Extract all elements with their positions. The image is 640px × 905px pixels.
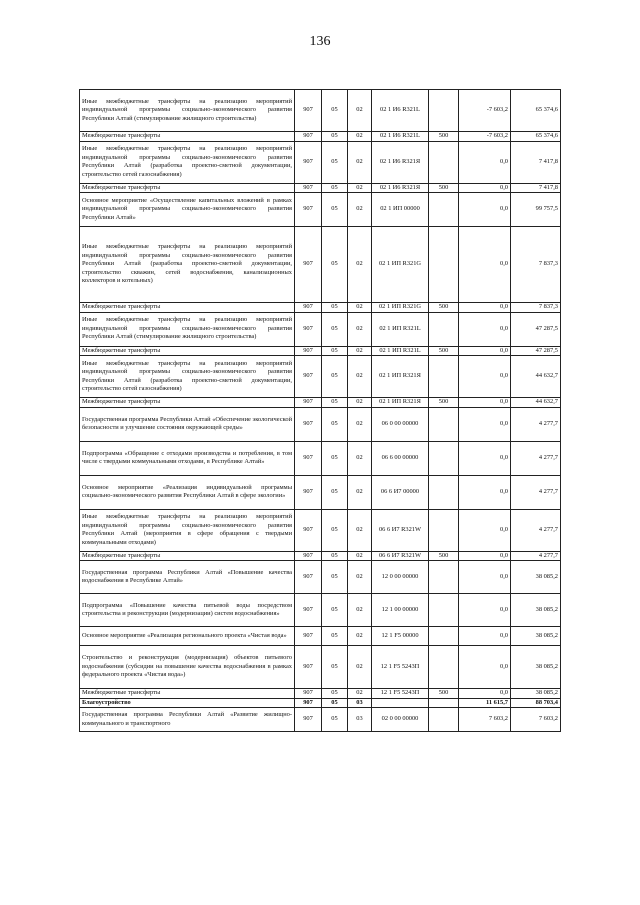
table-row	[80, 312, 561, 346]
table-row	[80, 441, 561, 475]
row-amount-total: 7 417,8	[511, 141, 561, 183]
row-subsection-code: 02	[348, 356, 372, 398]
row-amount-change: -7 603,2	[459, 90, 511, 132]
row-expense-type-code: 500	[429, 183, 459, 193]
row-amount-total: 4 277,7	[511, 407, 561, 441]
row-amount-total: 88 703,4	[511, 698, 561, 708]
row-admin-code: 907	[295, 627, 322, 646]
row-expense-type-code: 500	[429, 132, 459, 142]
row-target-article-code: 02 1 И6 R321L	[372, 90, 429, 132]
row-amount-change: 0,0	[459, 398, 511, 408]
row-amount-change: 0,0	[459, 183, 511, 193]
row-expense-type-code	[429, 441, 459, 475]
page-number: 136	[309, 34, 331, 49]
budget-table	[79, 89, 561, 732]
row-amount-change: 0,0	[459, 193, 511, 227]
table-row	[80, 509, 561, 551]
row-name: Межбюджетные трансферты	[80, 183, 295, 193]
row-name: Основное мероприятие «Реализация регионального проекта «Чистая вода»	[80, 627, 295, 646]
row-amount-total: 38 085,2	[511, 561, 561, 594]
row-target-article-code	[372, 698, 429, 708]
row-name: Благоустройство	[80, 698, 295, 708]
row-section-code: 05	[322, 183, 348, 193]
row-section-code: 05	[322, 646, 348, 689]
row-admin-code: 907	[295, 346, 322, 356]
row-expense-type-code: 500	[429, 689, 459, 699]
row-name: Межбюджетные трансферты	[80, 346, 295, 356]
row-expense-type-code	[429, 561, 459, 594]
row-amount-total: 38 085,2	[511, 646, 561, 689]
row-section-code: 05	[322, 441, 348, 475]
row-admin-code: 907	[295, 646, 322, 689]
row-target-article-code: 06 6 И7 00000	[372, 475, 429, 509]
row-name: Иные межбюджетные трансферты на реализацию мероприятий индивидуальной программы социально-экономического развития Республики Алтай (разработка проектно-сметной документации, строительство сетей газоснабжения)	[80, 356, 295, 398]
row-admin-code: 907	[295, 312, 322, 346]
row-subsection-code: 02	[348, 303, 372, 313]
row-amount-change: 0,0	[459, 627, 511, 646]
row-expense-type-code	[429, 646, 459, 689]
row-target-article-code: 02 1 И6 R321L	[372, 132, 429, 142]
row-section-code: 05	[322, 356, 348, 398]
row-name: Подпрограмма «Обращение с отходами производства и потребления, в том числе с твердыми коммунальными отходами, в Республике Алтай»	[80, 441, 295, 475]
table-row	[80, 475, 561, 509]
row-amount-change: 0,0	[459, 561, 511, 594]
row-admin-code: 907	[295, 227, 322, 303]
row-amount-total: 7 417,8	[511, 183, 561, 193]
row-expense-type-code	[429, 594, 459, 627]
row-amount-change: 11 615,7	[459, 698, 511, 708]
row-target-article-code: 02 1 ИП R321Я	[372, 356, 429, 398]
row-amount-total: 38 085,2	[511, 627, 561, 646]
row-admin-code: 907	[295, 407, 322, 441]
row-subsection-code: 02	[348, 509, 372, 551]
row-amount-total: 65 374,6	[511, 90, 561, 132]
row-section-code: 05	[322, 509, 348, 551]
row-expense-type-code	[429, 141, 459, 183]
row-subsection-code: 02	[348, 646, 372, 689]
row-target-article-code: 02 1 ИП 00000	[372, 193, 429, 227]
row-section-code: 05	[322, 708, 348, 732]
row-amount-total: 4 277,7	[511, 475, 561, 509]
row-expense-type-code	[429, 509, 459, 551]
row-target-article-code: 02 1 ИП R321G	[372, 303, 429, 313]
table-row	[80, 132, 561, 142]
row-target-article-code: 02 1 ИП R321G	[372, 227, 429, 303]
row-amount-total: 47 287,5	[511, 346, 561, 356]
row-amount-change: 7 603,2	[459, 708, 511, 732]
row-subsection-code: 02	[348, 346, 372, 356]
table-row	[80, 90, 561, 132]
row-admin-code: 907	[295, 398, 322, 408]
row-expense-type-code	[429, 227, 459, 303]
row-expense-type-code	[429, 475, 459, 509]
row-expense-type-code	[429, 90, 459, 132]
row-expense-type-code	[429, 708, 459, 732]
row-section-code: 05	[322, 141, 348, 183]
row-name: Межбюджетные трансферты	[80, 398, 295, 408]
row-amount-change: 0,0	[459, 312, 511, 346]
row-name: Строительство и реконструкция (модернизация) объектов питьевого водоснабжения (субсидии на повышение качества водоснабжения в рамках федерального проекта «Чистая вода»)	[80, 646, 295, 689]
row-section-code: 05	[322, 227, 348, 303]
row-amount-change: 0,0	[459, 646, 511, 689]
table-row	[80, 183, 561, 193]
row-admin-code: 907	[295, 141, 322, 183]
budget-table-body	[80, 90, 561, 732]
row-section-code: 05	[322, 698, 348, 708]
row-target-article-code: 12 0 00 00000	[372, 561, 429, 594]
row-subsection-code: 02	[348, 551, 372, 561]
row-amount-change: 0,0	[459, 303, 511, 313]
row-section-code: 05	[322, 689, 348, 699]
row-name: Межбюджетные трансферты	[80, 551, 295, 561]
row-admin-code: 907	[295, 689, 322, 699]
row-subsection-code: 02	[348, 141, 372, 183]
row-amount-total: 65 374,6	[511, 132, 561, 142]
table-row	[80, 561, 561, 594]
row-target-article-code: 02 1 И6 R321Я	[372, 141, 429, 183]
row-amount-change: 0,0	[459, 689, 511, 699]
row-target-article-code: 06 6 00 00000	[372, 441, 429, 475]
row-name: Основное мероприятие «Реализация индивидуальной программы социально-экономического развития Республики Алтай в сфере экологии»	[80, 475, 295, 509]
row-name: Государственная программа Республики Алтай «Развитие жилищно-коммунального и транспортного	[80, 708, 295, 732]
row-amount-change: 0,0	[459, 356, 511, 398]
row-section-code: 05	[322, 346, 348, 356]
row-name: Иные межбюджетные трансферты на реализацию мероприятий индивидуальной программы социально-экономического развития Республики Алтай (стимулирование жилищного строительства)	[80, 90, 295, 132]
table-row	[80, 303, 561, 313]
row-admin-code: 907	[295, 132, 322, 142]
table-row	[80, 227, 561, 303]
row-admin-code: 907	[295, 708, 322, 732]
row-amount-total: 44 632,7	[511, 398, 561, 408]
row-amount-change: 0,0	[459, 509, 511, 551]
table-row	[80, 627, 561, 646]
row-section-code: 05	[322, 561, 348, 594]
row-name: Иные межбюджетные трансферты на реализацию мероприятий индивидуальной программы социально-экономического развития Республики Алтай (разработка проектно-сметной документации, строительство сетей газоснабжения)	[80, 141, 295, 183]
row-section-code: 05	[322, 193, 348, 227]
row-name: Иные межбюджетные трансферты на реализацию мероприятий индивидуальной программы социально-экономического развития Республики Алтай (мероприятия в сфере обращения с твердыми коммунальными отходами)	[80, 509, 295, 551]
row-target-article-code: 12 1 00 00000	[372, 594, 429, 627]
row-target-article-code: 02 1 И6 R321Я	[372, 183, 429, 193]
table-row	[80, 708, 561, 732]
row-subsection-code: 02	[348, 441, 372, 475]
row-amount-total: 99 757,5	[511, 193, 561, 227]
row-subsection-code: 02	[348, 594, 372, 627]
row-section-code: 05	[322, 627, 348, 646]
row-amount-change: 0,0	[459, 407, 511, 441]
row-section-code: 05	[322, 551, 348, 561]
row-target-article-code: 12 1 F5 5243П	[372, 689, 429, 699]
table-row	[80, 407, 561, 441]
row-name: Иные межбюджетные трансферты на реализацию мероприятий индивидуальной программы социально-экономического развития Республики Алтай (разработка проектно-сметной документации, строительство скважин, сетей водоснабжения, канализационных коллекторов и котельных)	[80, 227, 295, 303]
row-amount-change: 0,0	[459, 475, 511, 509]
row-subsection-code: 02	[348, 227, 372, 303]
row-target-article-code: 06 6 И7 R321W	[372, 551, 429, 561]
row-section-code: 05	[322, 594, 348, 627]
table-row	[80, 698, 561, 708]
row-amount-total: 4 277,7	[511, 441, 561, 475]
table-row	[80, 594, 561, 627]
row-section-code: 05	[322, 407, 348, 441]
row-section-code: 05	[322, 132, 348, 142]
row-expense-type-code	[429, 193, 459, 227]
row-amount-change: 0,0	[459, 346, 511, 356]
row-amount-change: 0,0	[459, 227, 511, 303]
row-admin-code: 907	[295, 698, 322, 708]
row-amount-change: 0,0	[459, 594, 511, 627]
row-section-code: 05	[322, 303, 348, 313]
row-amount-total: 4 277,7	[511, 551, 561, 561]
row-name: Межбюджетные трансферты	[80, 689, 295, 699]
row-admin-code: 907	[295, 551, 322, 561]
row-admin-code: 907	[295, 441, 322, 475]
row-amount-total: 7 837,3	[511, 227, 561, 303]
table-row	[80, 398, 561, 408]
row-target-article-code: 02 0 00 00000	[372, 708, 429, 732]
row-subsection-code: 02	[348, 689, 372, 699]
row-subsection-code: 03	[348, 698, 372, 708]
row-target-article-code: 06 6 И7 R321W	[372, 509, 429, 551]
table-row	[80, 646, 561, 689]
row-subsection-code: 02	[348, 407, 372, 441]
row-expense-type-code: 500	[429, 398, 459, 408]
row-expense-type-code	[429, 356, 459, 398]
row-expense-type-code	[429, 312, 459, 346]
row-subsection-code: 03	[348, 708, 372, 732]
row-expense-type-code	[429, 698, 459, 708]
row-amount-total: 38 085,2	[511, 689, 561, 699]
row-admin-code: 907	[295, 183, 322, 193]
table-row	[80, 551, 561, 561]
row-amount-total: 38 085,2	[511, 594, 561, 627]
row-amount-total: 7 603,2	[511, 708, 561, 732]
row-amount-total: 47 287,5	[511, 312, 561, 346]
row-admin-code: 907	[295, 509, 322, 551]
row-target-article-code: 12 1 F5 5243П	[372, 646, 429, 689]
row-subsection-code: 02	[348, 90, 372, 132]
row-admin-code: 907	[295, 90, 322, 132]
row-name: Межбюджетные трансферты	[80, 132, 295, 142]
row-amount-change: 0,0	[459, 551, 511, 561]
row-admin-code: 907	[295, 594, 322, 627]
row-amount-total: 7 837,3	[511, 303, 561, 313]
row-admin-code: 907	[295, 193, 322, 227]
row-subsection-code: 02	[348, 475, 372, 509]
row-subsection-code: 02	[348, 398, 372, 408]
row-amount-total: 4 277,7	[511, 509, 561, 551]
row-section-code: 05	[322, 398, 348, 408]
table-row	[80, 689, 561, 699]
row-subsection-code: 02	[348, 132, 372, 142]
table-row	[80, 141, 561, 183]
row-amount-change: 0,0	[459, 141, 511, 183]
row-name: Межбюджетные трансферты	[80, 303, 295, 313]
row-section-code: 05	[322, 312, 348, 346]
table-row	[80, 346, 561, 356]
row-admin-code: 907	[295, 561, 322, 594]
row-subsection-code: 02	[348, 627, 372, 646]
row-target-article-code: 02 1 ИП R321Я	[372, 398, 429, 408]
row-target-article-code: 12 1 F5 00000	[372, 627, 429, 646]
row-expense-type-code: 500	[429, 551, 459, 561]
row-name: Подпрограмма «Повышение качества питьевой воды посредством строительства и реконструкции (модернизации) систем водоснабжения»	[80, 594, 295, 627]
row-subsection-code: 02	[348, 193, 372, 227]
row-admin-code: 907	[295, 356, 322, 398]
row-expense-type-code	[429, 627, 459, 646]
row-name: Основное мероприятие «Осуществление капитальных вложений в рамках индивидуальной программы социально-экономического развития Республики Алтай»	[80, 193, 295, 227]
row-subsection-code: 02	[348, 561, 372, 594]
row-amount-change: -7 603,2	[459, 132, 511, 142]
row-admin-code: 907	[295, 303, 322, 313]
row-target-article-code: 02 1 ИП R321L	[372, 312, 429, 346]
row-admin-code: 907	[295, 475, 322, 509]
table-row	[80, 193, 561, 227]
row-expense-type-code: 500	[429, 303, 459, 313]
row-name: Иные межбюджетные трансферты на реализацию мероприятий индивидуальной программы социально-экономического развития Республики Алтай (стимулирование жилищного строительства)	[80, 312, 295, 346]
row-section-code: 05	[322, 90, 348, 132]
row-subsection-code: 02	[348, 312, 372, 346]
row-subsection-code: 02	[348, 183, 372, 193]
row-name: Государственная программа Республики Алтай «Повышение качества водоснабжения в Республике Алтай»	[80, 561, 295, 594]
table-row	[80, 356, 561, 398]
row-amount-change: 0,0	[459, 441, 511, 475]
row-expense-type-code: 500	[429, 346, 459, 356]
row-section-code: 05	[322, 475, 348, 509]
row-expense-type-code	[429, 407, 459, 441]
row-target-article-code: 06 0 00 00000	[372, 407, 429, 441]
row-target-article-code: 02 1 ИП R321L	[372, 346, 429, 356]
row-amount-total: 44 632,7	[511, 356, 561, 398]
row-name: Государственная программа Республики Алтай «Обеспечение экологической безопасности и улучшение состояния окружающей среды»	[80, 407, 295, 441]
